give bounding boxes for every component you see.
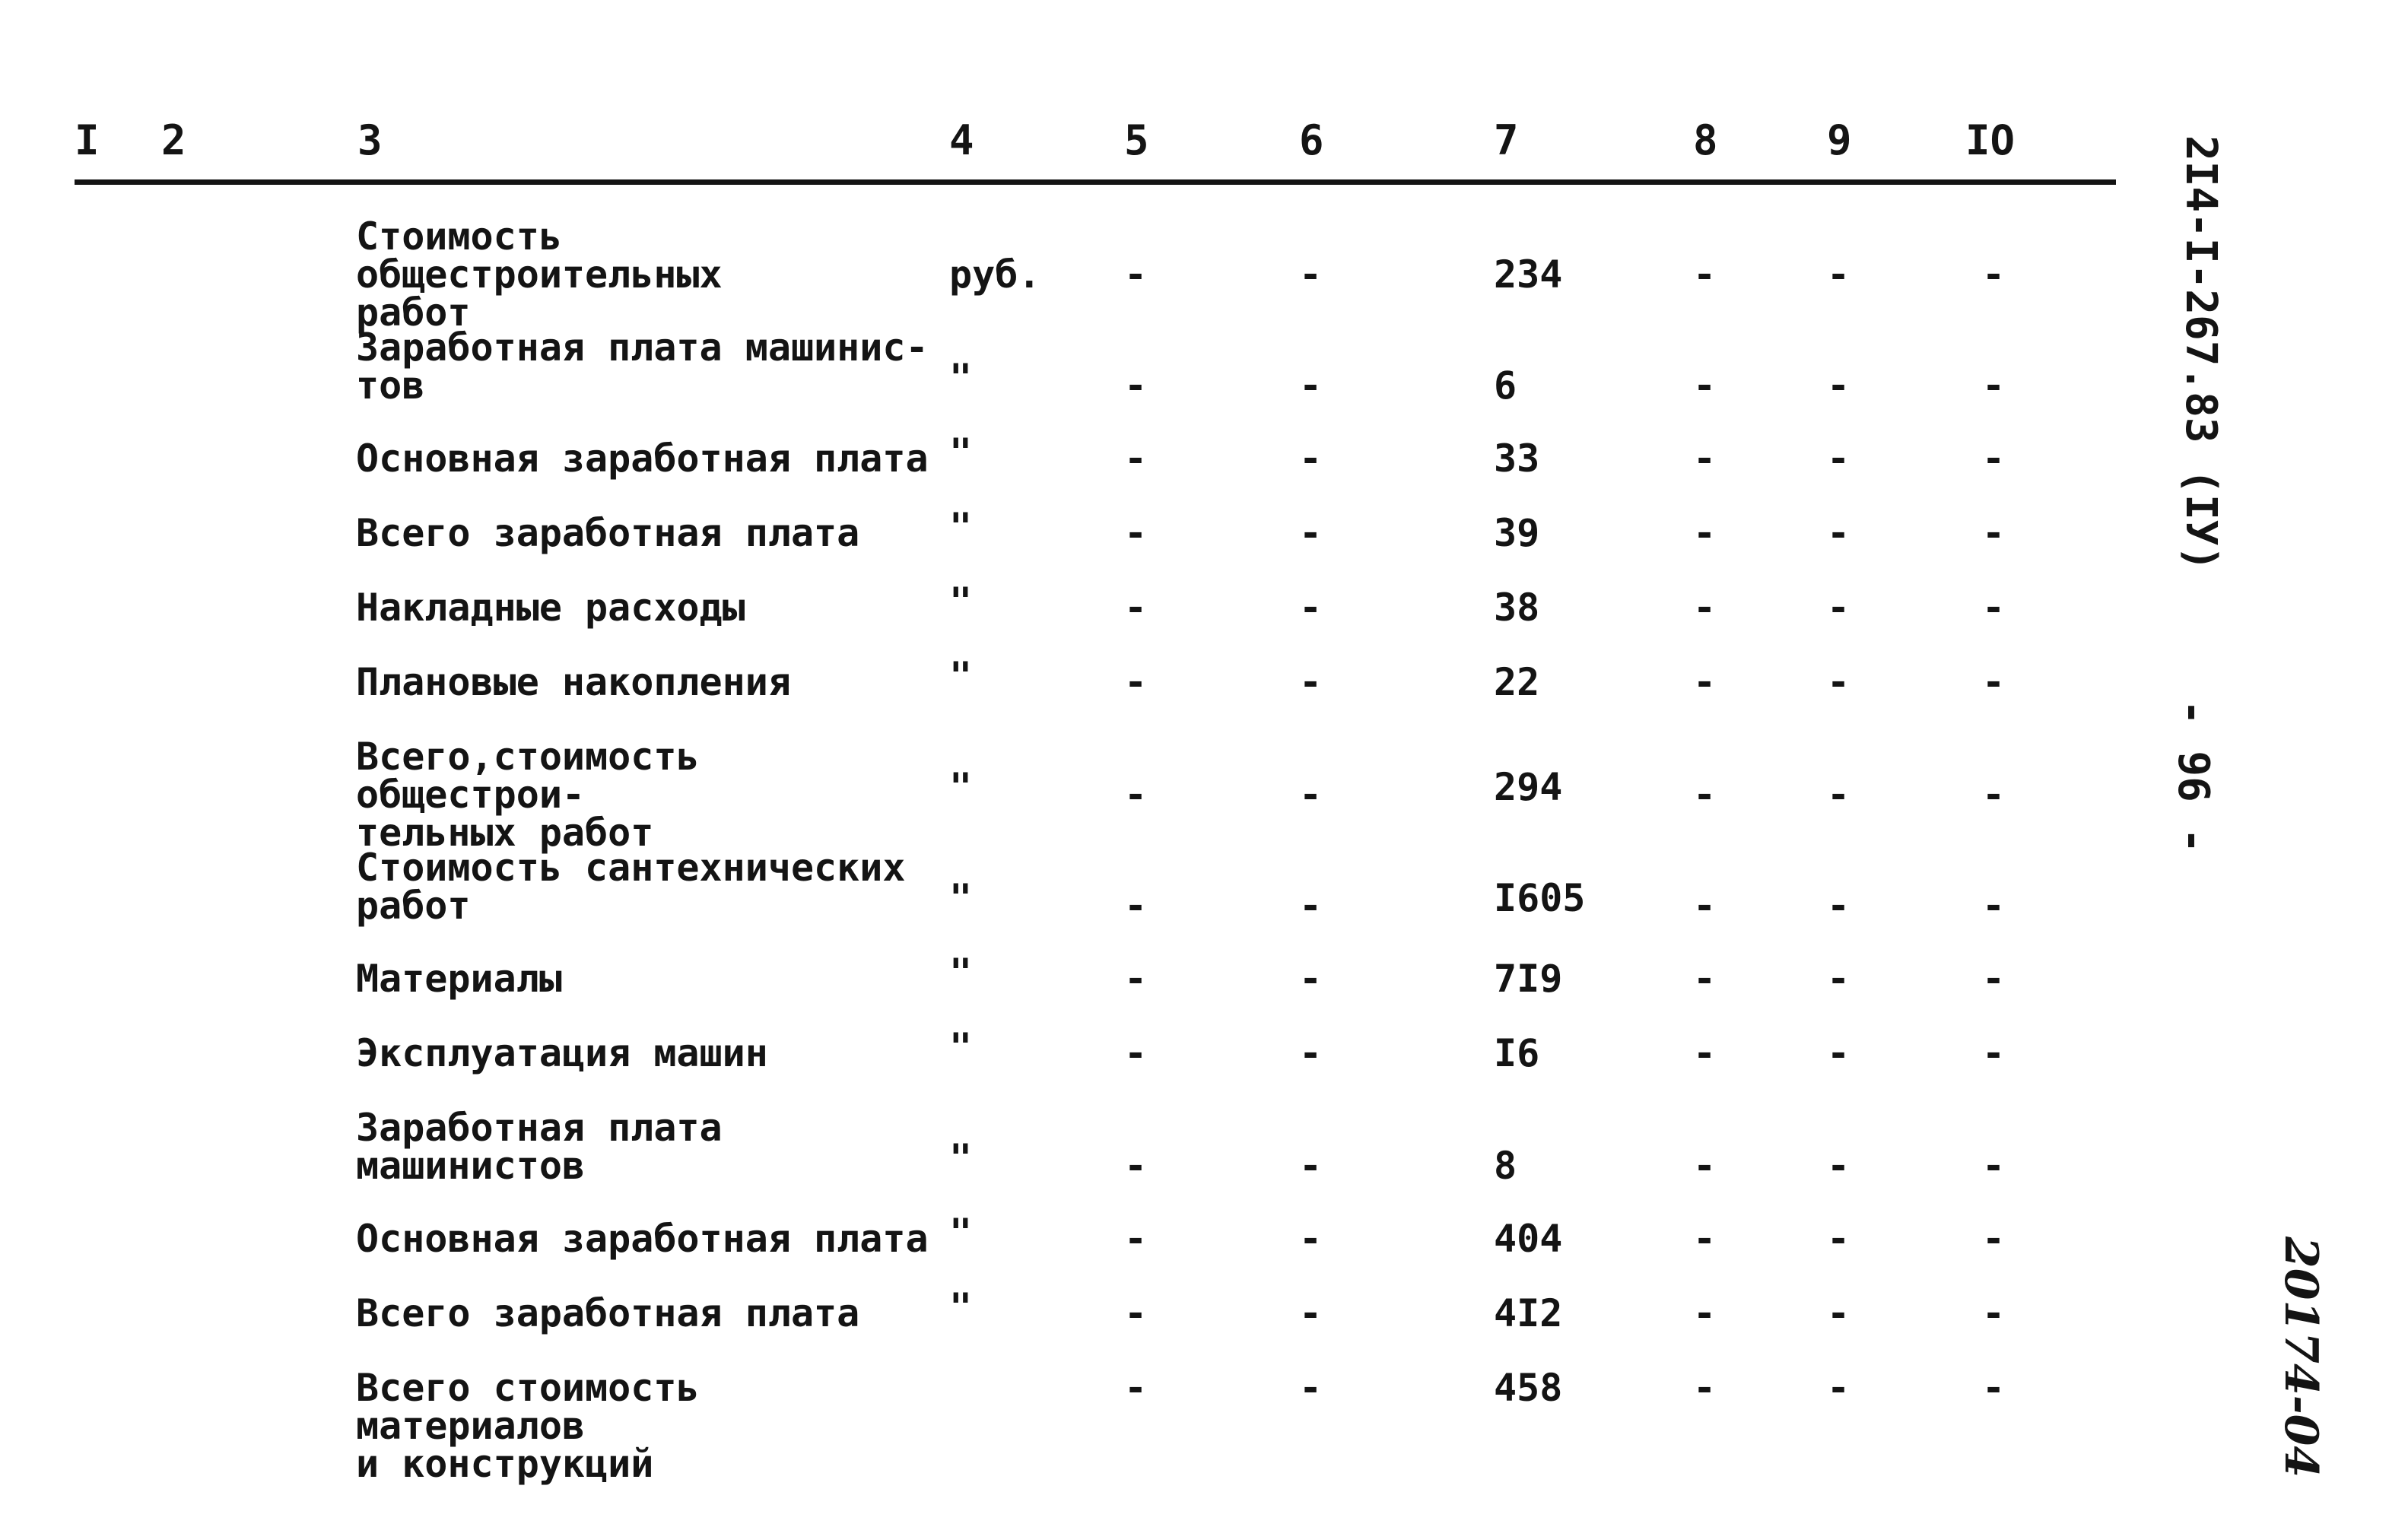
unit-cell: " bbox=[949, 356, 973, 400]
col5-cell: - bbox=[1124, 957, 1148, 1001]
col7-value: 7I9 bbox=[1494, 957, 1563, 1001]
row-label: Заработная плата машинис- тов bbox=[356, 325, 929, 408]
col7-value: I605 bbox=[1494, 876, 1586, 920]
col6-cell: - bbox=[1299, 1366, 1323, 1410]
row-label: Всего заработная плата bbox=[356, 1291, 860, 1335]
col10-cell: - bbox=[1982, 511, 2006, 555]
col10-cell: - bbox=[1982, 1144, 2006, 1188]
column-header-9: 9 bbox=[1827, 116, 1852, 164]
col7-value: 294 bbox=[1494, 765, 1563, 809]
col8-cell: - bbox=[1693, 1031, 1717, 1075]
col5-cell: - bbox=[1124, 1217, 1148, 1261]
column-header-8: 8 bbox=[1693, 116, 1718, 164]
row-label: Материалы bbox=[356, 957, 562, 1001]
col7-value: 458 bbox=[1494, 1366, 1563, 1410]
col6-cell: - bbox=[1299, 773, 1323, 817]
column-header-4: 4 bbox=[949, 116, 974, 164]
col10-cell: - bbox=[1982, 884, 2006, 928]
col8-cell: - bbox=[1693, 511, 1717, 555]
col5-cell: - bbox=[1124, 1291, 1148, 1335]
col7-value: 22 bbox=[1494, 660, 1540, 704]
col10-cell: - bbox=[1982, 363, 2006, 408]
col9-cell: - bbox=[1827, 1217, 1850, 1261]
col6-cell: - bbox=[1299, 1144, 1323, 1188]
col7-value: 234 bbox=[1494, 252, 1563, 297]
col9-cell: - bbox=[1827, 1366, 1850, 1410]
col8-cell: - bbox=[1693, 252, 1717, 297]
col6-cell: - bbox=[1299, 884, 1323, 928]
col8-cell: - bbox=[1693, 1144, 1717, 1188]
row-label: Стоимость сантехнических работ bbox=[356, 846, 906, 928]
col6-cell: - bbox=[1299, 437, 1323, 481]
col9-cell: - bbox=[1827, 252, 1850, 297]
col5-cell: - bbox=[1124, 1366, 1148, 1410]
col6-cell: - bbox=[1299, 660, 1323, 704]
col9-cell: - bbox=[1827, 884, 1850, 928]
unit-cell: " bbox=[949, 1211, 973, 1255]
row-label: Заработная плата машинистов bbox=[356, 1106, 723, 1188]
col10-cell: - bbox=[1982, 252, 2006, 297]
col8-cell: - bbox=[1693, 1291, 1717, 1335]
col7-value: 4I2 bbox=[1494, 1291, 1563, 1335]
col5-cell: - bbox=[1124, 252, 1148, 297]
unit-cell: " bbox=[949, 876, 973, 920]
col9-cell: - bbox=[1827, 773, 1850, 817]
column-header-6: 6 bbox=[1299, 116, 1324, 164]
col8-cell: - bbox=[1693, 1366, 1717, 1410]
col6-cell: - bbox=[1299, 511, 1323, 555]
col5-cell: - bbox=[1124, 773, 1148, 817]
col6-cell: - bbox=[1299, 1031, 1323, 1075]
col5-cell: - bbox=[1124, 1144, 1148, 1188]
col10-cell: - bbox=[1982, 957, 2006, 1001]
col7-value: I6 bbox=[1494, 1031, 1540, 1075]
col9-cell: - bbox=[1827, 437, 1850, 481]
column-header-7: 7 bbox=[1494, 116, 1519, 164]
col10-cell: - bbox=[1982, 437, 2006, 481]
col7-value: 39 bbox=[1494, 511, 1540, 555]
col5-cell: - bbox=[1124, 1031, 1148, 1075]
col8-cell: - bbox=[1693, 1217, 1717, 1261]
col9-cell: - bbox=[1827, 660, 1850, 704]
col10-cell: - bbox=[1982, 1031, 2006, 1075]
column-header-1: I bbox=[75, 116, 100, 164]
col5-cell: - bbox=[1124, 363, 1148, 408]
column-header-5: 5 bbox=[1124, 116, 1149, 164]
col10-cell: - bbox=[1982, 773, 2006, 817]
unit-cell: " bbox=[949, 951, 973, 995]
col9-cell: - bbox=[1827, 957, 1850, 1001]
col5-cell: - bbox=[1124, 884, 1148, 928]
col6-cell: - bbox=[1299, 363, 1323, 408]
col8-cell: - bbox=[1693, 437, 1717, 481]
col6-cell: - bbox=[1299, 1217, 1323, 1261]
column-header-10: IO bbox=[1965, 116, 2016, 164]
col9-cell: - bbox=[1827, 1031, 1850, 1075]
unit-cell: " bbox=[949, 1285, 973, 1329]
col8-cell: - bbox=[1693, 957, 1717, 1001]
col8-cell: - bbox=[1693, 363, 1717, 408]
col6-cell: - bbox=[1299, 1291, 1323, 1335]
col9-cell: - bbox=[1827, 586, 1850, 630]
row-label: Основная заработная плата bbox=[356, 1217, 929, 1261]
col5-cell: - bbox=[1124, 437, 1148, 481]
row-label: Накладные расходы bbox=[356, 586, 745, 630]
col7-value: 38 bbox=[1494, 586, 1540, 630]
unit-cell: " bbox=[949, 1136, 973, 1180]
row-label: Всего,стоимость общестрои- тельных работ bbox=[356, 735, 700, 855]
row-label: Основная заработная плата bbox=[356, 437, 929, 481]
col5-cell: - bbox=[1124, 660, 1148, 704]
unit-cell: руб. bbox=[949, 252, 1041, 297]
col6-cell: - bbox=[1299, 586, 1323, 630]
unit-cell: " bbox=[949, 430, 973, 475]
row-label: Плановые накопления bbox=[356, 660, 791, 704]
unit-cell: " bbox=[949, 505, 973, 549]
document-code: 2I4-I-267.83 (IУ) bbox=[2176, 135, 2225, 572]
col8-cell: - bbox=[1693, 660, 1717, 704]
col8-cell: - bbox=[1693, 773, 1717, 817]
unit-cell: " bbox=[949, 765, 973, 809]
unit-cell: " bbox=[949, 654, 973, 698]
col7-value: 33 bbox=[1494, 437, 1540, 481]
col9-cell: - bbox=[1827, 1144, 1850, 1188]
unit-cell: " bbox=[949, 579, 973, 624]
row-label: Всего заработная плата bbox=[356, 511, 860, 555]
col8-cell: - bbox=[1693, 884, 1717, 928]
row-label: Стоимость общестроительных работ bbox=[356, 214, 723, 335]
row-label: Эксплуатация машин bbox=[356, 1031, 768, 1075]
row-label: Всего стоимость материалов и конструкций bbox=[356, 1366, 700, 1486]
col7-value: 8 bbox=[1494, 1144, 1517, 1188]
col9-cell: - bbox=[1827, 363, 1850, 408]
col5-cell: - bbox=[1124, 511, 1148, 555]
col7-value: 404 bbox=[1494, 1217, 1563, 1261]
column-header-2: 2 bbox=[161, 116, 186, 164]
col9-cell: - bbox=[1827, 511, 1850, 555]
col10-cell: - bbox=[1982, 1291, 2006, 1335]
unit-cell: " bbox=[949, 1025, 973, 1069]
col7-value: 6 bbox=[1494, 363, 1517, 408]
col10-cell: - bbox=[1982, 1366, 2006, 1410]
page-number: - 96 - bbox=[2168, 700, 2218, 854]
col10-cell: - bbox=[1982, 660, 2006, 704]
column-header-3: 3 bbox=[357, 116, 383, 164]
col9-cell: - bbox=[1827, 1291, 1850, 1335]
col5-cell: - bbox=[1124, 586, 1148, 630]
col10-cell: - bbox=[1982, 1217, 2006, 1261]
col6-cell: - bbox=[1299, 252, 1323, 297]
header-rule bbox=[75, 179, 2116, 185]
col8-cell: - bbox=[1693, 586, 1717, 630]
col10-cell: - bbox=[1982, 586, 2006, 630]
inventory-number: 20174-04 bbox=[2274, 1237, 2327, 1478]
col6-cell: - bbox=[1299, 957, 1323, 1001]
